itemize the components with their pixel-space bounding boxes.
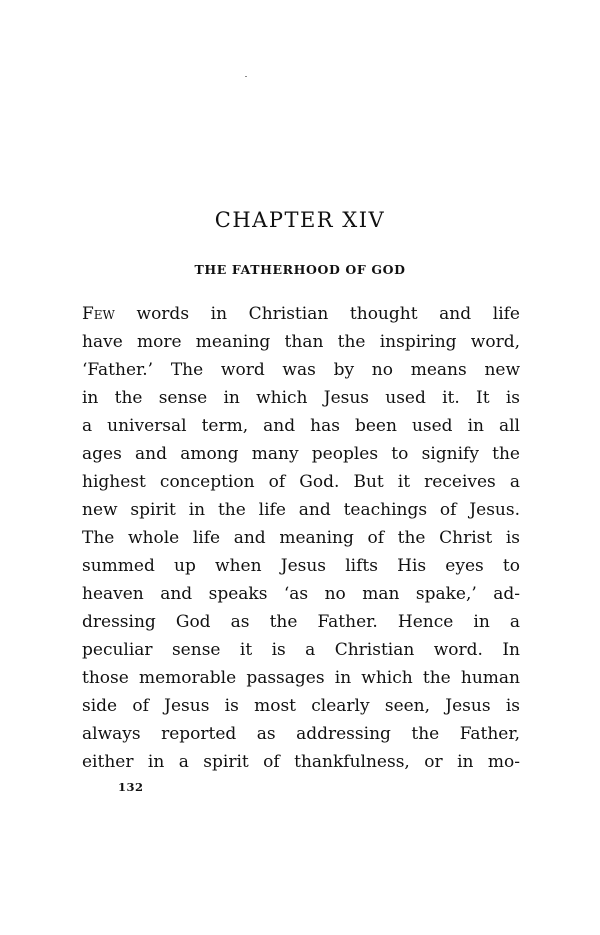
- text-line: summed up when Jesus lifts His eyes to: [82, 556, 520, 576]
- text-line: dressing God as the Father. Hence in a: [82, 612, 520, 632]
- drop-word: Few: [82, 304, 115, 324]
- text-line: ages and among many peoples to signify the: [82, 444, 520, 464]
- scan-speck: [245, 76, 247, 77]
- text-line: peculiar sense it is a Christian word. In: [82, 640, 520, 660]
- text-line: in the sense in which Jesus used it. It is: [82, 388, 520, 408]
- chapter-heading: CHAPTER XIV: [214, 208, 386, 232]
- text-line: [82, 300, 520, 328]
- text-line: have more meaning than the inspiring word,: [82, 332, 520, 352]
- text-line: ‘Father.’ The word was by no means new: [82, 360, 520, 380]
- text-line: The whole life and meaning of the Christ is: [82, 528, 520, 548]
- text-line: those memorable passages in which the human: [82, 668, 520, 688]
- text-line: heaven and speaks ‘as no man spake,’ ad-: [82, 584, 520, 604]
- body-text: [82, 300, 520, 776]
- text-line-content: words in Christian thought and life: [114, 304, 520, 324]
- text-line: a universal term, and has been used in all: [82, 416, 520, 436]
- text-line: always reported as addressing the Father,: [82, 724, 520, 744]
- text-line: side of Jesus is most clearly seen, Jesus is: [82, 696, 520, 716]
- page-number: 132: [118, 780, 144, 794]
- text-line: either in a spirit of thankfulness, or in mo-: [82, 752, 520, 772]
- chapter-title: THE FATHERHOOD OF GOD: [194, 262, 406, 277]
- text-line: new spirit in the life and teachings of Jesus.: [82, 500, 520, 520]
- text-line: highest conception of God. But it receives a: [82, 472, 520, 492]
